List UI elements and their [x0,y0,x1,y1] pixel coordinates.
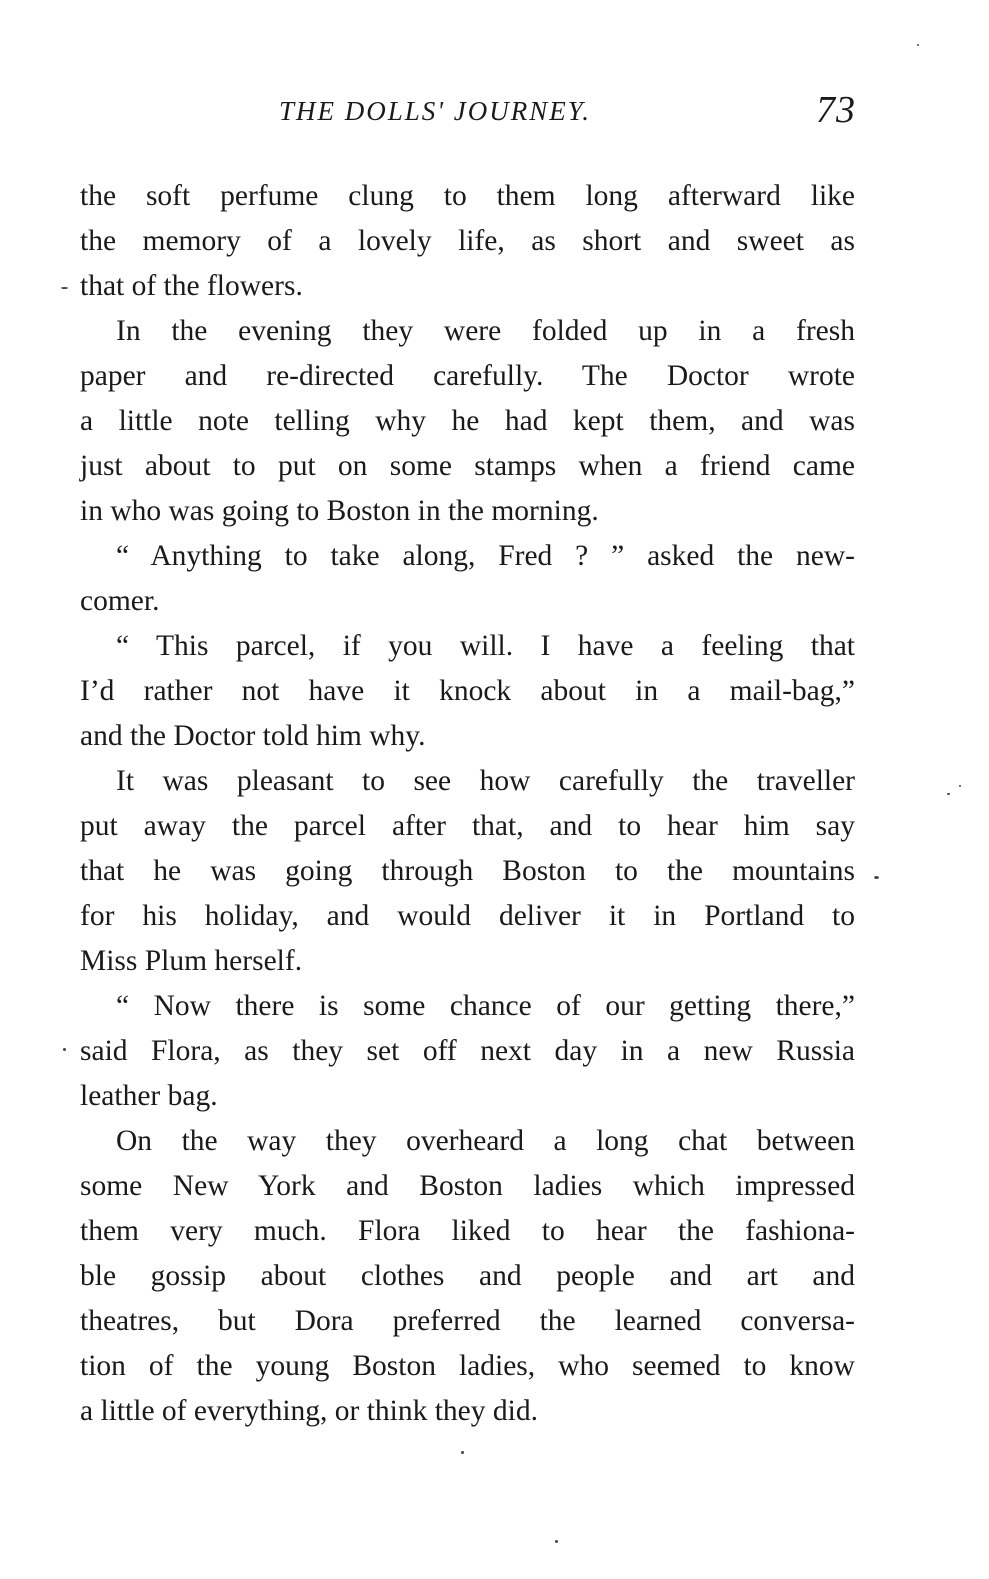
text-line: some New York and Boston ladies which impressed [80,1170,855,1202]
scan-speck [947,793,950,795]
scan-speck [917,44,919,46]
text-line: comer. [80,585,160,617]
running-title: THE DOLLS' JOURNEY. [278,96,592,126]
body-text [80,174,855,1434]
text-line: theatres, but Dora preferred the learned conversa- [80,1305,855,1337]
scan-speck [555,1540,558,1543]
text-line: them very much. Flora liked to hear the fashiona- [80,1215,855,1247]
scan-speck [61,287,68,289]
text-line: the soft perfume clung to them long afterward like [80,180,855,212]
running-head [78,88,856,138]
text-line: Miss Plum herself. [80,945,303,977]
text-line: that he was going through Boston to the mountains [80,855,855,887]
scan-speck [63,1048,66,1051]
text-line: paper and re-directed carefully. The Doctor wrote [80,360,855,392]
text-line: a little of everything, or think they did. [80,1395,538,1427]
paragraph-first-line: On the way they overheard a long chat between [116,1125,855,1157]
text-line: for his holiday, and would deliver it in Portland to [80,900,855,932]
scan-speck [874,876,879,879]
text-line: put away the parcel after that, and to hear him say [80,810,855,842]
page-number: 73 [816,89,856,131]
text-line: just about to put on some stamps when a friend came [80,450,855,482]
text-line: leather bag. [80,1080,218,1112]
text-line: the memory of a lovely life, as short and sweet as [80,225,855,257]
paragraph-first-line: “ Anything to take along, Fred ? ” asked the new- [116,540,855,572]
paragraph-first-line: “ This parcel, if you will. I have a feeling that [116,630,855,662]
text-line: in who was going to Boston in the morning. [80,495,599,527]
paragraph-first-line: “ Now there is some chance of our getting there,” [116,990,855,1022]
text-line: ble gossip about clothes and people and art and [80,1260,855,1292]
paragraph-first-line: In the evening they were folded up in a fresh [116,315,855,347]
text-line: said Flora, as they set off next day in a new Russia [80,1035,855,1067]
text-line: that of the flowers. [80,270,303,302]
text-line: and the Doctor told him why. [80,720,426,752]
text-line: tion of the young Boston ladies, who seemed to know [80,1350,855,1382]
text-line: I’d rather not have it knock about in a mail-bag,” [80,675,855,707]
paragraph-first-line: It was pleasant to see how carefully the traveller [116,765,855,797]
scan-speck [959,785,961,787]
text-line: a little note telling why he had kept them, and was [80,405,855,437]
scan-speck [461,1451,464,1454]
